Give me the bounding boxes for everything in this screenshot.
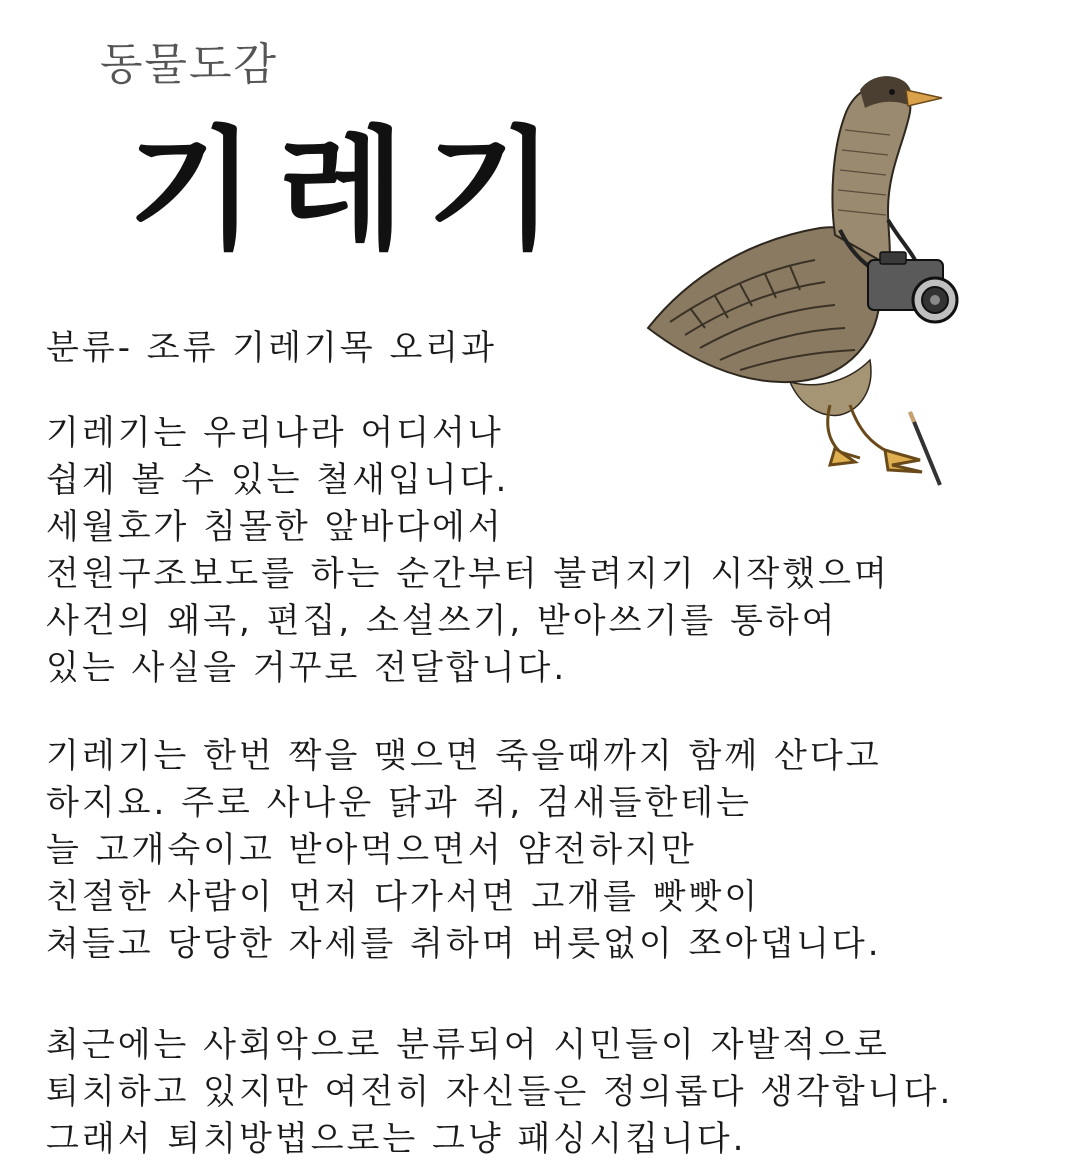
paragraph-line: 하지요. 주로 사나운 닭과 쥐, 검새들한테는 <box>46 783 752 823</box>
paragraph-line: 퇴치하고 있지만 여전히 자신들은 정의롭다 생각합니다. <box>46 1072 954 1112</box>
paragraph-line: 사건의 왜곡, 편집, 소설쓰기, 받아쓰기를 통하여 <box>46 601 838 641</box>
paragraph-line: 있는 사실을 거꾸로 전달합니다. <box>46 648 568 688</box>
paragraph-line: 친절한 사람이 먼저 다가서면 고개를 빳빳이 <box>46 877 761 917</box>
goose-with-camera-and-pen-icon <box>630 60 975 495</box>
goose-wing <box>648 227 881 382</box>
paragraph-line: 최근에는 사회악으로 분류되어 시민들이 자발적으로 <box>46 1025 890 1065</box>
category-label: 동물도감 <box>100 39 279 90</box>
camera-icon <box>868 252 957 322</box>
pen-icon <box>910 412 940 485</box>
goose-beak <box>906 90 942 106</box>
page-title: 기레기 <box>128 113 577 268</box>
classification-text: 분류- 조류 기레기목 오리과 <box>46 328 497 368</box>
paragraph-2 <box>46 733 882 968</box>
paragraph-3 <box>46 1022 953 1163</box>
paragraph-line: 쳐들고 당당한 자세를 취하며 버릇없이 쪼아댑니다. <box>46 924 882 964</box>
paragraph-line: 그래서 퇴치방법으로는 그냥 패싱시킵니다. <box>46 1119 747 1159</box>
paragraph-line: 전원구조보도를 하는 순간부터 불려지기 시작했으며 <box>46 554 890 594</box>
paragraph-line: 기레기는 한번 짝을 맺으면 죽을때까지 함께 산다고 <box>46 736 882 776</box>
paragraph-line: 기레기는 우리나라 어디서나 <box>46 413 504 453</box>
paragraph-line: 쉽게 볼 수 있는 철새입니다. <box>46 460 510 500</box>
paragraph-line: 세월호가 침몰한 앞바다에서 <box>46 507 504 547</box>
paragraph-line: 늘 고개숙이고 받아먹으면서 얌전하지만 <box>46 830 697 870</box>
goose-eye <box>889 89 895 95</box>
